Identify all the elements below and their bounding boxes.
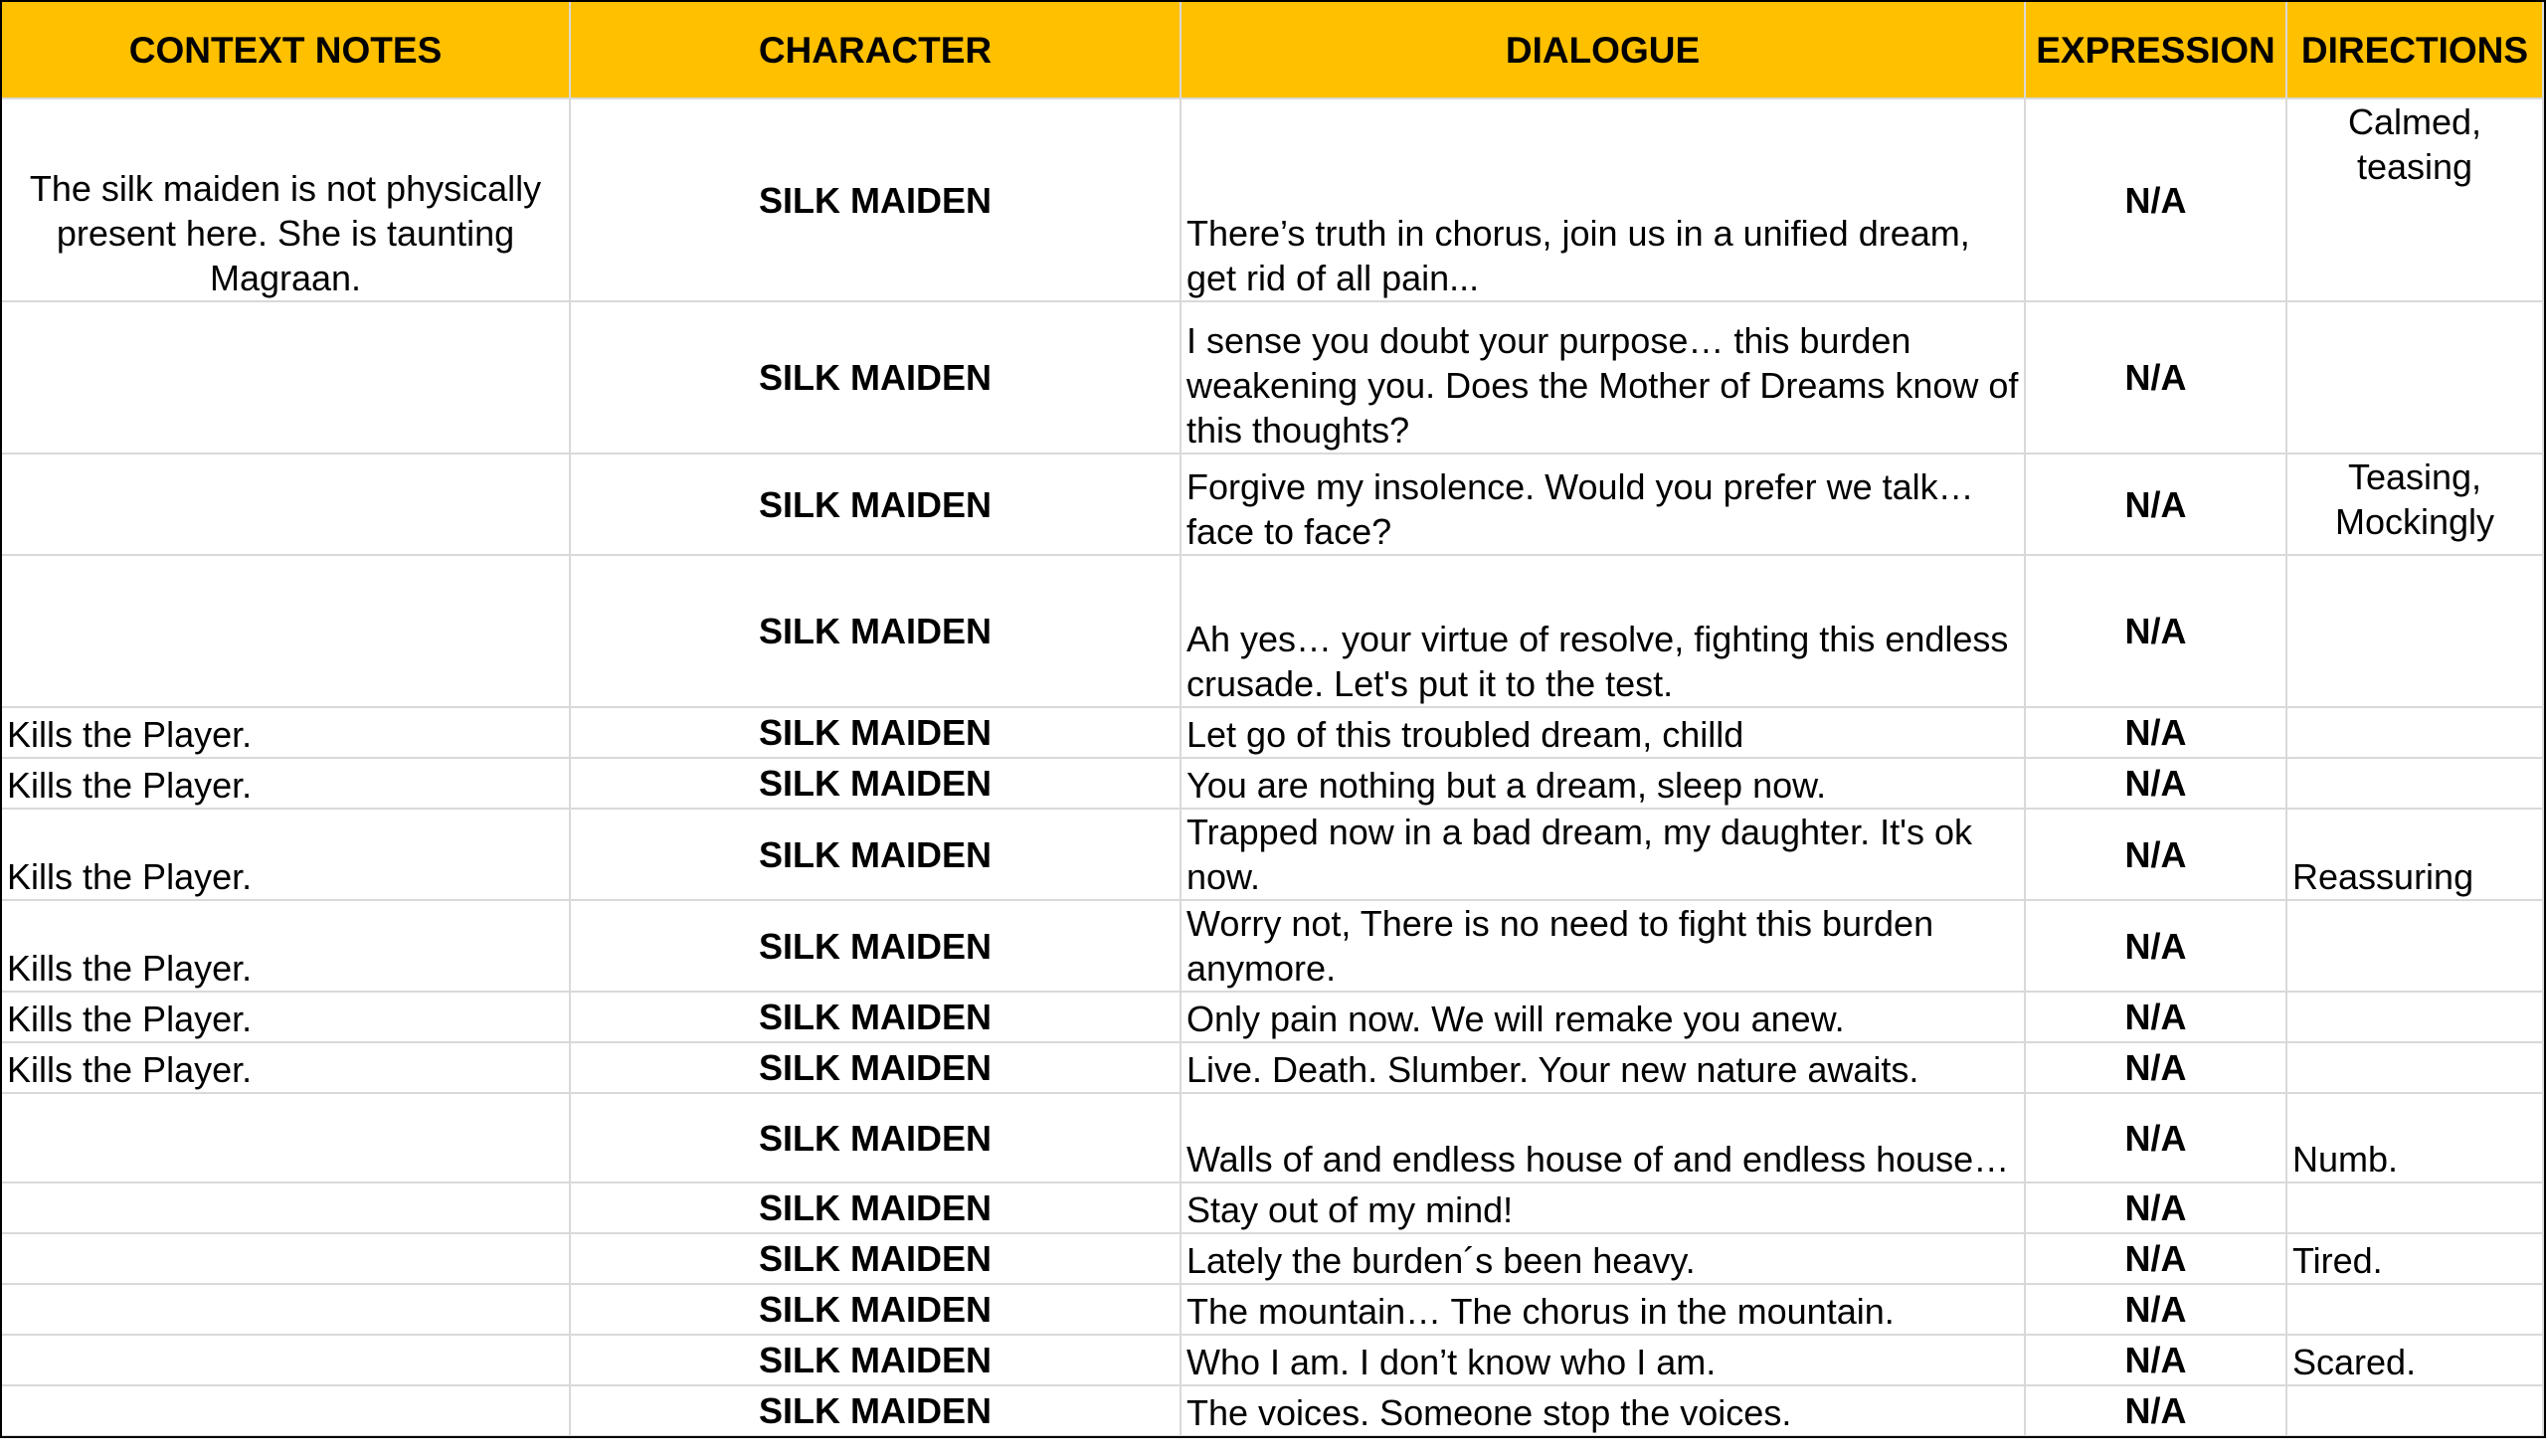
expression-cell[interactable]: N/A <box>2025 1284 2286 1335</box>
context-cell[interactable] <box>1 1385 570 1436</box>
context-cell[interactable]: Kills the Player. <box>1 809 570 900</box>
directions-cell[interactable]: Numb. <box>2286 1093 2543 1183</box>
context-cell[interactable] <box>1 1233 570 1284</box>
context-cell[interactable] <box>1 301 570 454</box>
expression-cell[interactable]: N/A <box>2025 98 2286 301</box>
directions-cell[interactable] <box>2286 900 2543 992</box>
directions-cell[interactable] <box>2286 1385 2543 1436</box>
table-row <box>1 1385 2543 1436</box>
context-cell[interactable]: Kills the Player. <box>1 707 570 758</box>
directions-cell[interactable] <box>2286 707 2543 758</box>
dialogue-cell[interactable]: Worry not, There is no need to fight this burden anymore. <box>1181 900 2025 992</box>
character-cell[interactable]: SILK MAIDEN <box>570 301 1181 454</box>
directions-cell[interactable] <box>2286 1284 2543 1335</box>
dialogue-cell[interactable]: Forgive my insolence. Would you prefer we talk… face to face? <box>1181 454 2025 555</box>
table-row <box>1 98 2543 301</box>
directions-cell[interactable] <box>2286 555 2543 707</box>
context-cell[interactable] <box>1 1284 570 1335</box>
dialogue-cell[interactable]: Only pain now. We will remake you anew. <box>1181 992 2025 1042</box>
directions-cell[interactable] <box>2286 1183 2543 1233</box>
directions-cell[interactable]: Tired. <box>2286 1233 2543 1284</box>
directions-cell[interactable]: Reassuring <box>2286 809 2543 900</box>
expression-cell[interactable]: N/A <box>2025 1233 2286 1284</box>
expression-cell[interactable]: N/A <box>2025 1183 2286 1233</box>
expression-cell[interactable]: N/A <box>2025 301 2286 454</box>
character-cell[interactable]: SILK MAIDEN <box>570 1335 1181 1385</box>
directions-cell[interactable] <box>2286 992 2543 1042</box>
context-cell[interactable] <box>1 454 570 555</box>
dialogue-cell[interactable]: Trapped now in a bad dream, my daughter. It's ok now. <box>1181 809 2025 900</box>
character-cell[interactable]: SILK MAIDEN <box>570 555 1181 707</box>
column-header-dialogue[interactable]: DIALOGUE <box>1181 1 2025 98</box>
expression-cell[interactable]: N/A <box>2025 809 2286 900</box>
table-row <box>1 1042 2543 1093</box>
column-header-character[interactable]: CHARACTER <box>570 1 1181 98</box>
table-row <box>1 1183 2543 1233</box>
dialogue-cell[interactable]: I sense you doubt your purpose… this burden weakening you. Does the Mother of Dreams know of this thoughts? <box>1181 301 2025 454</box>
context-cell[interactable]: Kills the Player. <box>1 900 570 992</box>
table-row <box>1 1233 2543 1284</box>
directions-cell[interactable] <box>2286 758 2543 809</box>
table-row <box>1 900 2543 992</box>
character-cell[interactable]: SILK MAIDEN <box>570 1183 1181 1233</box>
dialogue-cell[interactable]: Ah yes… your virtue of resolve, fighting this endless crusade. Let's put it to the test. <box>1181 555 2025 707</box>
character-cell[interactable]: SILK MAIDEN <box>570 1042 1181 1093</box>
dialogue-cell[interactable]: The mountain… The chorus in the mountain. <box>1181 1284 2025 1335</box>
expression-cell[interactable]: N/A <box>2025 900 2286 992</box>
context-cell[interactable] <box>1 1093 570 1183</box>
dialogue-cell[interactable]: Who I am. I don’t know who I am. <box>1181 1335 2025 1385</box>
table-row <box>1 1335 2543 1385</box>
directions-cell[interactable] <box>2286 1042 2543 1093</box>
character-cell[interactable]: SILK MAIDEN <box>570 1233 1181 1284</box>
context-cell[interactable] <box>1 1183 570 1233</box>
table-row <box>1 555 2543 707</box>
column-header-context-notes[interactable]: CONTEXT NOTES <box>1 1 570 98</box>
table-row <box>1 809 2543 900</box>
character-cell[interactable]: SILK MAIDEN <box>570 900 1181 992</box>
expression-cell[interactable]: N/A <box>2025 707 2286 758</box>
context-cell[interactable] <box>1 555 570 707</box>
dialogue-cell[interactable]: Walls of and endless house of and endless house… <box>1181 1093 2025 1183</box>
character-cell[interactable]: SILK MAIDEN <box>570 809 1181 900</box>
context-cell[interactable]: The silk maiden is not physically present here. She is taunting Magraan. <box>1 98 570 301</box>
dialogue-cell[interactable]: Live. Death. Slumber. Your new nature awaits. <box>1181 1042 2025 1093</box>
table-row <box>1 1093 2543 1183</box>
directions-cell[interactable]: Teasing, Mockingly <box>2286 454 2543 555</box>
character-cell[interactable]: SILK MAIDEN <box>570 707 1181 758</box>
context-cell[interactable] <box>1 1335 570 1385</box>
directions-cell[interactable]: Scared. <box>2286 1335 2543 1385</box>
character-cell[interactable]: SILK MAIDEN <box>570 992 1181 1042</box>
context-cell[interactable]: Kills the Player. <box>1 1042 570 1093</box>
dialogue-cell[interactable]: Let go of this troubled dream, chilld <box>1181 707 2025 758</box>
directions-cell[interactable]: Calmed, teasing <box>2286 98 2543 301</box>
dialogue-cell[interactable]: The voices. Someone stop the voices. <box>1181 1385 2025 1436</box>
dialogue-cell[interactable]: There’s truth in chorus, join us in a unified dream, get rid of all pain... <box>1181 98 2025 301</box>
directions-cell[interactable] <box>2286 301 2543 454</box>
character-cell[interactable]: SILK MAIDEN <box>570 1284 1181 1335</box>
expression-cell[interactable]: N/A <box>2025 992 2286 1042</box>
dialogue-cell[interactable]: Stay out of my mind! <box>1181 1183 2025 1233</box>
expression-cell[interactable]: N/A <box>2025 555 2286 707</box>
table-row <box>1 992 2543 1042</box>
table-row <box>1 1284 2543 1335</box>
dialogue-cell[interactable]: You are nothing but a dream, sleep now. <box>1181 758 2025 809</box>
context-cell[interactable]: Kills the Player. <box>1 992 570 1042</box>
header-row <box>1 1 2543 98</box>
table-row <box>1 301 2543 454</box>
dialogue-cell[interactable]: Lately the burden´s been heavy. <box>1181 1233 2025 1284</box>
context-cell[interactable]: Kills the Player. <box>1 758 570 809</box>
character-cell[interactable]: SILK MAIDEN <box>570 98 1181 301</box>
expression-cell[interactable]: N/A <box>2025 1335 2286 1385</box>
expression-cell[interactable]: N/A <box>2025 454 2286 555</box>
expression-cell[interactable]: N/A <box>2025 1093 2286 1183</box>
character-cell[interactable]: SILK MAIDEN <box>570 758 1181 809</box>
character-cell[interactable]: SILK MAIDEN <box>570 1385 1181 1436</box>
character-cell[interactable]: SILK MAIDEN <box>570 1093 1181 1183</box>
table-row <box>1 758 2543 809</box>
character-cell[interactable]: SILK MAIDEN <box>570 454 1181 555</box>
table-row <box>1 707 2543 758</box>
table-row <box>1 454 2543 555</box>
expression-cell[interactable]: N/A <box>2025 1042 2286 1093</box>
column-header-expression[interactable]: EXPRESSION <box>2025 1 2286 98</box>
expression-cell[interactable]: N/A <box>2025 1385 2286 1436</box>
expression-cell[interactable]: N/A <box>2025 758 2286 809</box>
column-header-directions[interactable]: DIRECTIONS <box>2286 1 2543 98</box>
